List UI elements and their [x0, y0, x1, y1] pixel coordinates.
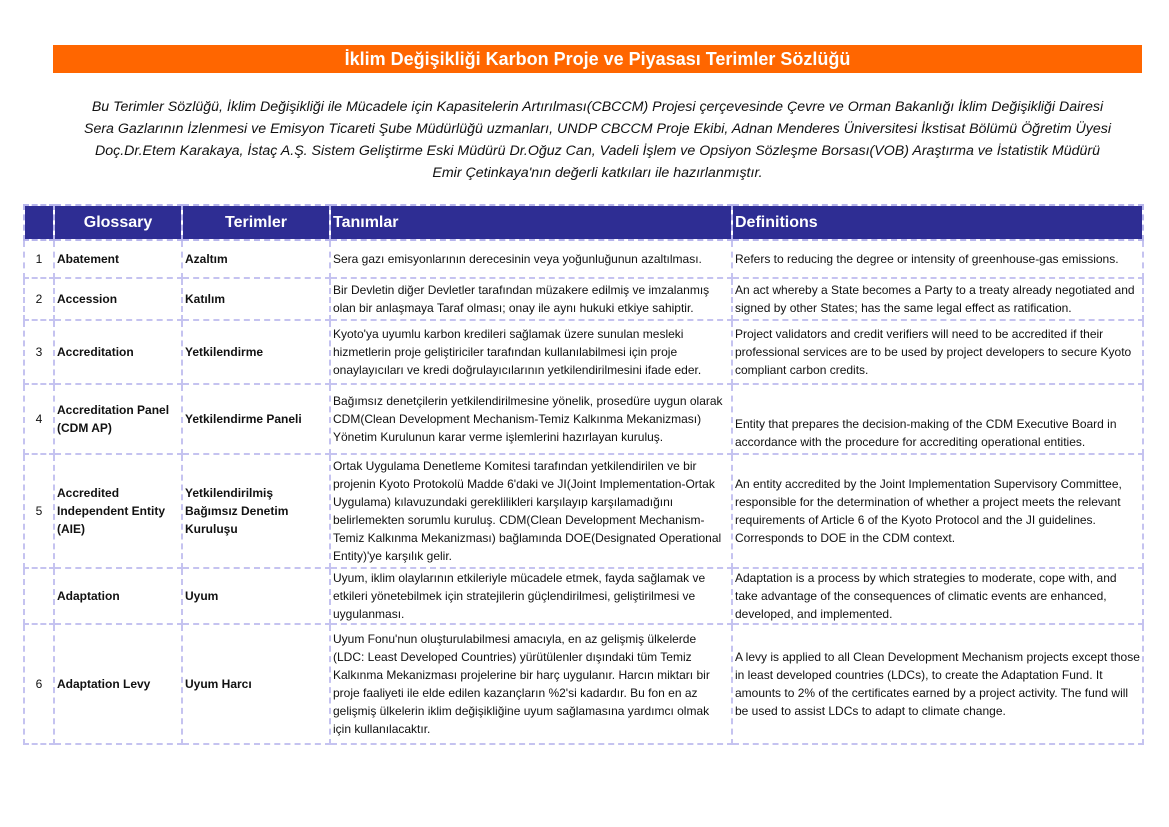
row-number: 1: [24, 240, 54, 278]
table-row: [24, 568, 1143, 624]
turkish-definition: Bir Devletin diğer Devletler tarafından müzakere edilmiş ve imzalanmış olan bir anlaşmaya Taraf olması; onay ile aynı hukuki etkiye sahiptir.: [330, 278, 732, 320]
glossary-table: [23, 204, 1144, 745]
table-row: [24, 240, 1143, 278]
turkish-definition: Ortak Uygulama Denetleme Komitesi tarafından yetkilendirilen ve bir projenin Kyoto Protokolü Madde 6'daki ve JI(Joint Implementation-Ortak Uygulama) kılavuzundaki gereklilikleri karşılayıp karşılamadığını belirlemekten sorumlu kuruluş. CDM(Clean Development Mechanism-Temiz Kalkınma Mekanizması) bağlamında DOE(Designated Operational Entity)'ye karşılık gelir.: [330, 454, 732, 568]
table-row: [24, 384, 1143, 454]
turkish-term: Yetkilendirme: [182, 320, 330, 384]
header-glossary: Glossary: [54, 205, 182, 240]
header-tanimlar: Tanımlar: [330, 205, 732, 240]
intro-line: Emir Çetinkaya'nın değerli katkıları ile hazırlanmıştır.: [432, 165, 763, 181]
intro-line: Sera Gazlarının İzlenmesi ve Emisyon Ticareti Şube Müdürlüğü uzmanları, UNDP CBCCM Proje Ekibi, Adnan Menderes Üniversitesi İkstisat Bölümü Öğretim Üyesi: [83, 121, 1111, 137]
turkish-definition: Sera gazı emisyonlarının derecesinin veya yoğunluğunun azaltılması.: [330, 240, 732, 278]
row-number: 6: [24, 624, 54, 744]
glossary-term: Adaptation: [54, 568, 182, 624]
intro-line: Doç.Dr.Etem Karakaya, İstaç A.Ş. Sistem Geliştirme Eski Müdürü Dr.Oğuz Can, Vadeli İşlem ve Opsiyon Sözleşme Borsası(VOB) Araştırma ve İstatistik Müdürü: [95, 143, 1100, 159]
document-title: İklim Değişikliği Karbon Proje ve Piyasası Terimler Sözlüğü: [53, 45, 1142, 73]
english-definition: Project validators and credit verifiers will need to be accredited if their professional services are to be used by project developers to secure Kyoto compliant carbon credits.: [732, 320, 1143, 384]
row-number: [24, 568, 54, 624]
english-definition: Entity that prepares the decision-making of the CDM Executive Board in accordance with the procedure for accrediting operational entities.: [732, 384, 1143, 454]
header-definitions: Definitions: [732, 205, 1143, 240]
row-number: 5: [24, 454, 54, 568]
header-terimler: Terimler: [182, 205, 330, 240]
row-number: 2: [24, 278, 54, 320]
glossary-term: Accreditation: [54, 320, 182, 384]
table-row: [24, 454, 1143, 568]
glossary-term: Accreditation Panel (CDM AP): [54, 384, 182, 454]
header-number: [24, 205, 54, 240]
turkish-term: Katılım: [182, 278, 330, 320]
english-definition: A levy is applied to all Clean Development Mechanism projects except those in least developed countries (LDCs), to create the Adaptation Fund. It amounts to 2% of the certificates earned by a project activity. The fund will be used to assist LDCs to adapt to climate change.: [732, 624, 1143, 744]
table-row: [24, 624, 1143, 744]
table-row: [24, 278, 1143, 320]
glossary-term: Accredited Independent Entity (AIE): [54, 454, 182, 568]
turkish-term: Uyum Harcı: [182, 624, 330, 744]
row-number: 3: [24, 320, 54, 384]
turkish-term: Uyum: [182, 568, 330, 624]
turkish-definition: Uyum Fonu'nun oluşturulabilmesi amacıyla, en az gelişmiş ülkelerde (LDC: Least Developed Countries) yürütülenler dışındaki tüm Temiz Kalkınma Mekanizması projelerine bir harç uygulanır. Harcın miktarı bir proje faaliyeti ile elde edilen kazançların %2'si kadardır. Bu fon en az gelişmiş ülkelerin iklim değişikliğine uyum sağlamasına yardımcı olmak için kullanılacaktır.: [330, 624, 732, 744]
turkish-definition: Bağımsız denetçilerin yetkilendirilmesine yönelik, prosedüre uygun olarak CDM(Clean Development Mechanism-Temiz Kalkınma Mekanizması) Yönetim Kurulunun karar verme işlemlerini hazırlayan kuruluş.: [330, 384, 732, 454]
glossary-term: Accession: [54, 278, 182, 320]
intro-paragraph: [40, 96, 1155, 184]
english-definition: Refers to reducing the degree or intensity of greenhouse-gas emissions.: [732, 240, 1143, 278]
table-row: [24, 320, 1143, 384]
turkish-term: Azaltım: [182, 240, 330, 278]
english-definition: An entity accredited by the Joint Implementation Supervisory Committee, responsible for the determination of whether a project meets the relevant requirements of Article 6 of the Kyoto Protocol and the JI guidelines. Corresponds to DOE in the CDM context.: [732, 454, 1143, 568]
glossary-term: Abatement: [54, 240, 182, 278]
row-number: 4: [24, 384, 54, 454]
turkish-definition: Uyum, iklim olaylarının etkileriyle mücadele etmek, fayda sağlamak ve etkileri yönetebilmek için stratejilerin güçlendirilmesi, geliştirilmesi ve uygulanması.: [330, 568, 732, 624]
turkish-definition: Kyoto'ya uyumlu karbon kredileri sağlamak üzere sunulan mesleki hizmetlerin proje geliştiriciler tarafından kullanılabilmesi için proje onaylayıcıları ve kredi doğrulayıcılarının yetkilendirilmesini ifade eder.: [330, 320, 732, 384]
table-header-row: [24, 205, 1143, 240]
english-definition: Adaptation is a process by which strategies to moderate, cope with, and take advantage of the consequences of climatic events are enhanced, developed, and implemented.: [732, 568, 1143, 624]
intro-line: Bu Terimler Sözlüğü, İklim Değişikliği ile Mücadele için Kapasitelerin Artırılması(CBCCM) Projesi çerçevesinde Çevre ve Orman Bakanlığı İklim Değişikliği Dairesi: [91, 99, 1104, 115]
glossary-term: Adaptation Levy: [54, 624, 182, 744]
english-definition: An act whereby a State becomes a Party to a treaty already negotiated and signed by other States; has the same legal effect as ratification.: [732, 278, 1143, 320]
turkish-term: Yetkilendirme Paneli: [182, 384, 330, 454]
turkish-term: Yetkilendirilmiş Bağımsız Denetim Kuruluşu: [182, 454, 330, 568]
